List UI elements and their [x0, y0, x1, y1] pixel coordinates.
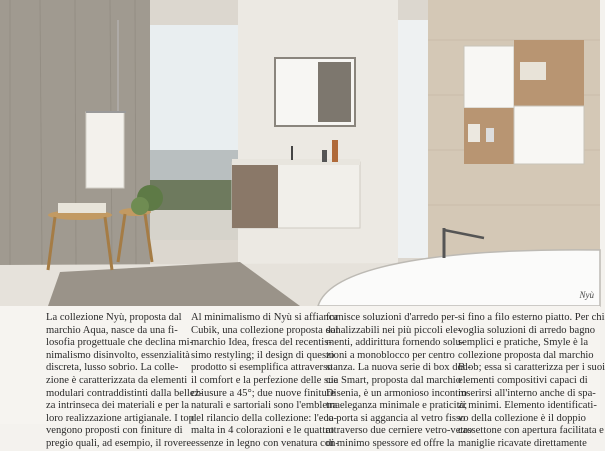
article-column-1	[46, 312, 203, 451]
text-line: zioni a monoblocco per centro	[326, 349, 455, 361]
text-line: semplici e pratiche, Smyle è la	[458, 337, 589, 349]
text-line: elementi compositivi capaci di	[458, 374, 588, 386]
text-line: di minimo spessore ed offre la	[326, 437, 455, 449]
text-line: za intrinseca dei materiali e per la	[46, 400, 189, 412]
text-line: il comfort e la perfezione delle sue	[191, 374, 339, 386]
text-line: modulari contraddistinti dalla bellez-	[46, 387, 203, 399]
text-line: menti, addirittura fornendo solu-	[326, 337, 465, 349]
text-line: pregio quali, ad esempio, il rovere	[46, 437, 192, 449]
text-line: vengono proposti con finiture di	[46, 425, 183, 437]
article-column-2	[191, 312, 340, 451]
text-line: loro realizzazione artigianale. I top	[46, 412, 194, 424]
text-line: inserirsi all'interno anche di spa-	[458, 387, 596, 399]
text-line: sonalizzabili nei più piccoli ele-	[326, 324, 462, 336]
text-line: marchio Idea, fresca del recentis-	[191, 337, 332, 349]
text-line: Al minimalismo di Nyù si affianca	[191, 312, 339, 323]
text-line: collezione proposta dal marchio	[458, 349, 594, 361]
photo-credit: Nyù	[579, 290, 594, 300]
text-line: simo restyling; il design di questo	[191, 349, 335, 361]
text-line: Disenia, è un armonioso incontro	[326, 387, 467, 399]
text-line: tra eleganza minimale e praticità;	[326, 400, 468, 412]
article-body	[0, 306, 605, 449]
text-line: stanza. La nuova serie di box doc-	[326, 362, 472, 374]
text-line: cia Smart, proposta dal marchio	[326, 374, 462, 386]
text-line: chiusure a 45°; due nuove finiture	[191, 387, 335, 399]
text-line: attraverso due cerniere vetro-vetro	[326, 425, 473, 437]
article-column-4	[458, 312, 605, 451]
text-line: del rilancio della collezione: l'eco-	[191, 412, 338, 424]
text-line: prodotto si esemplifica attraverso	[191, 362, 333, 374]
text-line: zi minimi. Elemento identificati-	[458, 400, 597, 412]
text-line: nimalismo disinvolto, essenzialità	[46, 349, 190, 361]
text-line: si fino a filo esterno piatto. Per chi	[458, 312, 605, 323]
text-line: malta in 4 colorazioni e le quattro	[191, 425, 334, 437]
text-line: voglia soluzioni di arredo bagno	[458, 324, 596, 336]
text-line: losofia progettuale che declina mi-	[46, 337, 194, 349]
text-line: marchio Aqua, nasce da una fi-	[46, 324, 178, 336]
text-line: maniglie ricavate direttamente	[458, 437, 587, 449]
text-line: naturali e sartoriali sono l'emblema	[191, 400, 340, 412]
text-line: Cubik, una collezione proposta dal	[191, 324, 339, 336]
text-line: vo della collezione è il doppio	[458, 412, 586, 424]
text-line: La collezione Nyù, proposta dal	[46, 312, 182, 323]
text-line: fornisce soluzioni d'arredo per-	[326, 312, 459, 323]
text-line: cassettone con apertura facilitata e	[458, 425, 604, 437]
article-column-3	[326, 312, 473, 451]
text-line: zione è caratterizzata da elementi	[46, 374, 188, 386]
text-line: discreta, lusso sobrio. La colle-	[46, 362, 179, 374]
text-line: Blob; essa si caratterizza per i suoi	[458, 362, 605, 374]
text-line: essenze in legno con venatura con-	[191, 437, 339, 449]
text-line: la porta si aggancia al vetro fisso	[326, 412, 466, 424]
